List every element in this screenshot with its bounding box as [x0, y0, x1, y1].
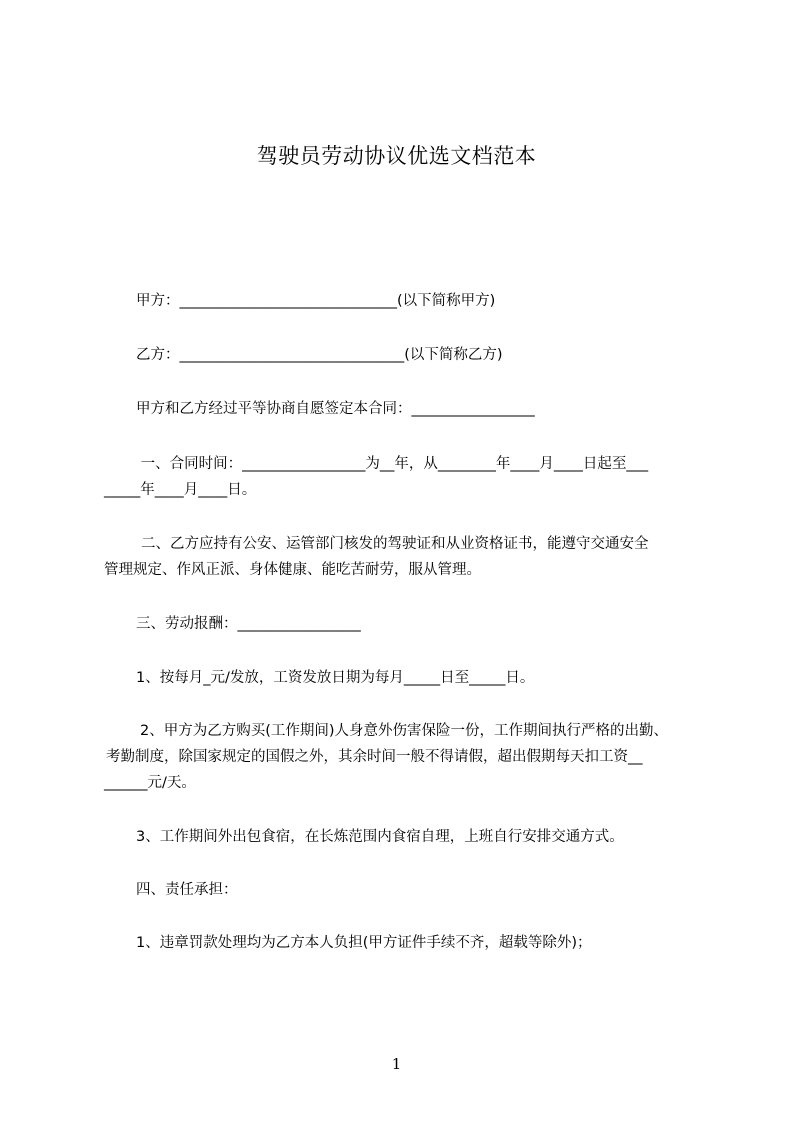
document-title: 驾驶员劳动协议优选文档范本: [256, 144, 537, 168]
section-1-line-1: 一、合同时间：_________________为__年，从________年____月____日起至___: [136, 456, 649, 472]
intro-line: 甲方和乙方经过平等协商自愿签定本合同：_________________: [136, 401, 535, 417]
section-3-item-2-line-3: ______元/天。: [104, 775, 196, 791]
section-2-line-2: 管理规定、作风正派、身体健康、能吃苦耐劳，服从管理。: [104, 562, 481, 578]
section-4-heading: 四、责任承担：: [136, 882, 238, 898]
section-1-line-2: _____年____月____日。: [104, 482, 257, 498]
section-3-item-2-line-2: 考勤制度，除国家规定的国假之外，其余时间一般不得请假，超出假期每天扣工资__: [106, 749, 643, 765]
section-3-item-2-line-1: 2、甲方为乙方购买(工作期间)人身意外伤害保险一份，工作期间执行严格的出勤、: [140, 723, 669, 739]
section-4-item-1: 1、违章罚款处理均为乙方本人负担(甲方证件手续不齐，超载等除外)；: [136, 935, 592, 951]
section-3-heading: 三、劳动报酬：_________________: [136, 616, 361, 632]
section-3-item-1: 1、按每月_元/发放，工资发放日期为每月_____日至_____日。: [136, 670, 535, 686]
section-2-line-1: 二、乙方应持有公安、运管部门核发的驾驶证和从业资格证书，能遵守交通安全: [141, 536, 649, 552]
party-b-line: 乙方：_______________________________(以下简称乙方): [136, 347, 503, 363]
section-3-item-3: 3、工作期间外出包食宿，在长炼范围内食宿自理，上班自行安排交通方式。: [136, 829, 624, 845]
page-number: 1: [391, 1055, 402, 1073]
party-a-line: 甲方：______________________________(以下简称甲方): [136, 293, 496, 309]
